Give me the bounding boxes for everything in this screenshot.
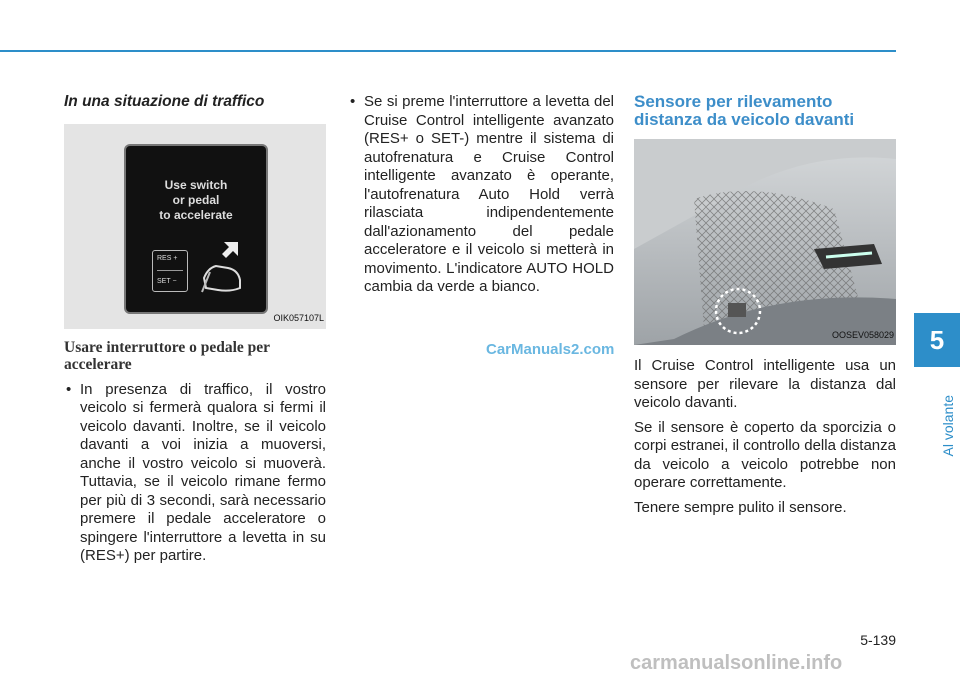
figure-code: OOSEV058029 — [831, 329, 894, 340]
page-number: 5-139 — [860, 632, 896, 648]
paragraph: Il Cruise Control intelligente usa un sensore per rilevare la distanza dal veicolo davanti. — [634, 357, 896, 411]
figure-code: OIK057107L — [273, 313, 324, 323]
watermark: CarManuals2.com — [486, 341, 615, 358]
right-column — [634, 93, 896, 523]
paragraph: Tenere sempre pulito il sensore. — [634, 498, 847, 516]
display-line-2: or pedal — [172, 192, 220, 207]
pedal-foot-icon — [200, 238, 244, 296]
subheading: Usare interruttore o pedale per accelerare — [64, 338, 270, 373]
set-label: SET — [157, 277, 171, 285]
res-label: RES — [157, 254, 172, 262]
bullet-item: • In presenza di traffico, il vostro veicolo si fermerà qualora si fermi il veicolo davanti. Inoltre, se il veicolo davanti a voi inizia a muoversi, anche il vostro veicolo si muoverà. Tuttavia, se il veicolo rimane fermo per più di 3 secondi, sarà necessario premere il pedale acceleratore o spingere l'interruttore a levetta in su (RES+) per partire. — [64, 381, 326, 566]
display-message — [126, 178, 266, 223]
header-rule — [0, 50, 896, 52]
bullet-item: • Se si preme l'interruttore a levetta del Cruise Control intelligente avanzato (RES+ o SET-) mentre il sistema di autofrenatura e Cruise Control intelligente avanzato è operante, l'autofrenatura Auto Hold verrà rilasciata indipendentemente dall'azionamento del pedale acceleratore e il veicolo si metterà in movimento. L'indicatore AUTO HOLD cambia da verde a bianco. — [348, 93, 614, 297]
display-line-3: to accelerate — [159, 207, 233, 222]
minus-icon: − — [172, 277, 177, 285]
cluster-message-figure — [64, 124, 326, 329]
section-title: Sensore per rilevamento distanza da veicolo davanti — [634, 92, 855, 129]
display-line-1: Use switch — [164, 177, 228, 192]
middle-column — [348, 93, 614, 297]
cluster-display — [124, 144, 268, 314]
paragraph: Se il sensore è coperto da sporcizia o corpi estranei, il controllo della distanza da veicolo a veicolo potrebbe non operare correttamente. — [634, 418, 896, 491]
footer-watermark: carmanualsonline.info — [630, 652, 843, 674]
vehicle-sensor-figure — [634, 139, 896, 345]
plus-icon: + — [173, 254, 178, 262]
left-bullets — [64, 381, 326, 566]
middle-bullets — [348, 93, 614, 297]
vehicle-front-illustration — [634, 139, 896, 345]
left-column — [64, 93, 326, 566]
situation-title: In una situazione di traffico — [64, 93, 265, 110]
chapter-tab: 5 — [914, 313, 960, 367]
lever-switch-icon — [152, 250, 188, 292]
chapter-side-label: Al volante — [940, 395, 956, 457]
